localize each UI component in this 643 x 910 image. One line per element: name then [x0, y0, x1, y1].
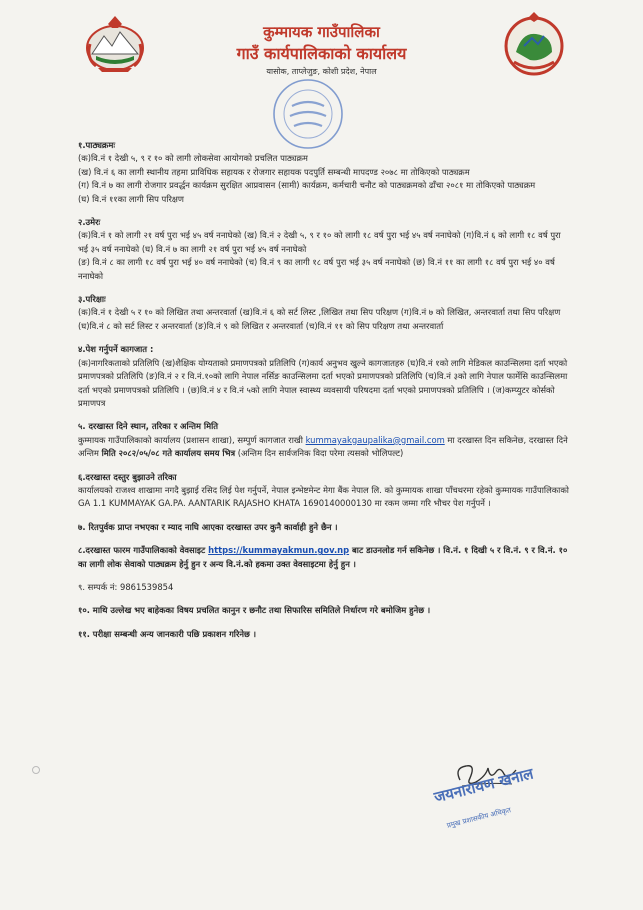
section-application-title: ५. दरखास्त दिने स्थान, तरिका र अन्तिम मिति — [78, 421, 219, 432]
exam-item: (क)वि.नं १ देखी ५ र १० को लिखित तथा अन्तरवार्ता (ख)वि.नं ६ को सर्ट लिस्ट ,लिखित तथा सिप परिक्षण (ग)वि.नं ७ को लिखित, अन्तरवार्ता तथा सिप परिक्षण (घ)वि.नं ८ को सर्ट लिस्ट र अन्तरवार्ता (ङ)वि.नं ९ को लिखित र अन्तरवार्ता (च)वि.नं ११ को सिप परिक्षण तथा अन्तरवार्ता — [78, 307, 561, 331]
age-item: (क)वि.नं १ को लागी २१ वर्ष पुरा भई ४५ वर्ष ननाघेको (ख) वि.नं २ देखी ५, ९ र १० को लागी १८ वर्ष पुरा भई ४५ वर्ष ननाघेको (ग)वि.नं ६ को लागी १८ वर्ष पुरा भई ३५ वर्ष ननाघेको (घ) वि.नं ७ का लागी २१ वर्ष पुरा भई ४५ वर्ष ननाघेको — [78, 230, 561, 254]
application-paragraph — [78, 434, 573, 461]
office-name-line1: कुम्मायक गाउँपालिका — [263, 23, 380, 41]
officer-stamp — [432, 764, 562, 852]
contact-label: ९. सम्पर्क नं: — [78, 581, 118, 592]
section-rejection-note: ७. रितपुर्वक प्राप्त नभएका र म्याद नाघि आएका दरखास्त उपर कुनै कार्वाही हुने छैन । — [78, 521, 338, 532]
application-text: कुम्मायक गाउँपालिकाको कार्यालय (प्रशासन शाखा), सम्पुर्ण कागजात राखी — [78, 434, 306, 445]
officer-name: जयनारायण खनाल — [432, 764, 536, 807]
age-item: (ङ) वि.नं ८ का लागी १८ वर्ष पुरा भई ४० वर्ष ननाघेको (च) वि.नं ९ का लागी १८ वर्ष पुरा भई ३५ वर्ष ननाघेको (छ) वि.नं ११ का लागी १८ वर्ष पुरा भई ४० वर्ष ननाघेको — [78, 257, 555, 281]
application-text: (अन्तिम दिन सार्वजनिक विदा परेमा त्यसको भोलिपल्ट) — [235, 448, 404, 459]
section-form-download — [78, 544, 573, 571]
office-address: यासोक, ताप्लेजुङ, कोशी प्रदेश, नेपाल — [266, 67, 377, 76]
section-fee-title: ६.दरखास्त दस्तुर बुझाउने तरिका — [78, 471, 177, 482]
section-documents-title: ४.पेश गर्नुपर्ने कागजात : — [78, 344, 154, 355]
curriculum-item: (घ) वि.नं ११का लागी सिप परिक्षण — [78, 193, 184, 204]
section-exam-info: ११. परीक्षा सम्बन्धी अन्य जानकारी पछि प्रकाशन गरिनेछ । — [78, 628, 257, 639]
fee-paragraph: कार्यालयको राजश्व शाखामा नगदै बुझाई रसिद लिई पेश गर्नुपर्ने, नेपाल इन्भेष्टमेन्ट मेगा बैंक नेपाल लि. को कुम्मायक शाखा पाँचथरमा रहेको कुम्मायक गाउँपालिकाको GA 1.1 KUMMAYAK GA.PA. AANTARIK RAJASHO KHATA 1690140000130 मा रकम जम्मा गरि भौचर पेश गर्नुपर्ने । — [78, 484, 569, 509]
deadline-text: मिति २०८२/०५/०८ गते कार्यालय समय भित्र — [101, 448, 236, 459]
form-download-text: बाट डाउनलोड गर्न सकिनेछ । वि.नं. १ दिखी ५ र वि.नं. ९ र वि.नं. १० का लागी लोक सेवाको पाठ्यक्रम हेर्नु हुन र अन्य वि.नं.को हकमा उक्त वेवसाइटमा हेर्नु हुन । — [78, 545, 568, 569]
punch-hole-mark — [32, 766, 40, 774]
form-download-text: ८.दरखास्त फारम गाउँपालिकाको वेवसाइट — [78, 545, 209, 556]
curriculum-item: (क)वि.नं १ देखी ५, ९ र १० को लागी लोकसेवा आयोगको प्रचलित पाठ्यक्रम — [78, 153, 308, 164]
officer-role: प्रमुख प्रशासकीय अधिकृत — [446, 806, 512, 830]
section-age-title: २.उमेरः — [78, 217, 101, 228]
notice-body — [78, 139, 573, 641]
section-exam-title: ३.परिक्षाः — [78, 294, 106, 305]
website-link[interactable]: https://kummayakmun.gov.np — [208, 545, 350, 556]
documents-item: (क)नागरिकताको प्रतिलिपि (ख)शैक्षिक योग्यताको प्रमाणपत्रको प्रतिलिपि (ग)कार्य अनुभव खुल्ने कागजातहरु (घ)वि.नं १को लागि मेडिकल काउन्सिलमा दर्ता भएको प्रमाणपत्रको प्रतिलिपि (ङ)वि.नं २ र वि.नं.१०को लागि नेपाल नर्सिङ काउन्सिलमा दर्ता भएको प्रमाणपत्रको प्रतिलिपि (च)वि.नं ३को लागि नेपाल फार्मेसि काउन्सिलमा दर्ता भएको प्रमाणपत्रको प्रतिलिपि । (छ)वि.नं ४ र वि.नं ५को लागि नेपाल स्वास्थ्य व्यवसायी परिषदमा दर्ता भएको प्रमाणपत्रको प्रतिलिपि । (ज)कम्प्युटर कोर्सको प्रमाणपत्र — [78, 357, 568, 408]
section-contact — [78, 581, 573, 594]
application-text: मा दरखास्त दिन सकिनेछ, दरखास्त दिने अन्तिम — [78, 434, 568, 459]
office-name-line2: गाउँ कार्यपालिकाको कार्यालय — [236, 44, 407, 63]
curriculum-item: (ग) वि.नं ७ का लागी रोजगार प्रवर्द्धन कार्यक्रम सुरक्षित आप्रवासन (सामी) कार्यक्रम, कर्मचारी चनौट को पाठ्यक्रमको ढाँचा २०८१ मा तोकिएको पाठ्यक्रम — [78, 180, 536, 191]
curriculum-item: (ख) वि.नं ६ का लागी स्थानीय तहमा प्राविधिक सहायक र रोजगार सहायक पदपुर्ति सम्बन्धी मापदण्ड २०७८ मा तोकिएको पाठ्यक्रम — [78, 166, 470, 177]
municipality-logo-icon — [502, 12, 566, 78]
email-link[interactable]: kummayakgaupalika@gmail.com — [305, 434, 445, 445]
section-curriculum-title: १.पाठ्यक्रमः — [78, 140, 116, 150]
contact-phone: 9861539854 — [120, 581, 174, 592]
section-other-matters: १०. माथि उल्लेख भए बाहेकका विषय प्रचलित कानुन र छनौट तथा सिफारिस समितिले निर्धारण गरे बमोजिम हुनेछ । — [78, 605, 431, 616]
